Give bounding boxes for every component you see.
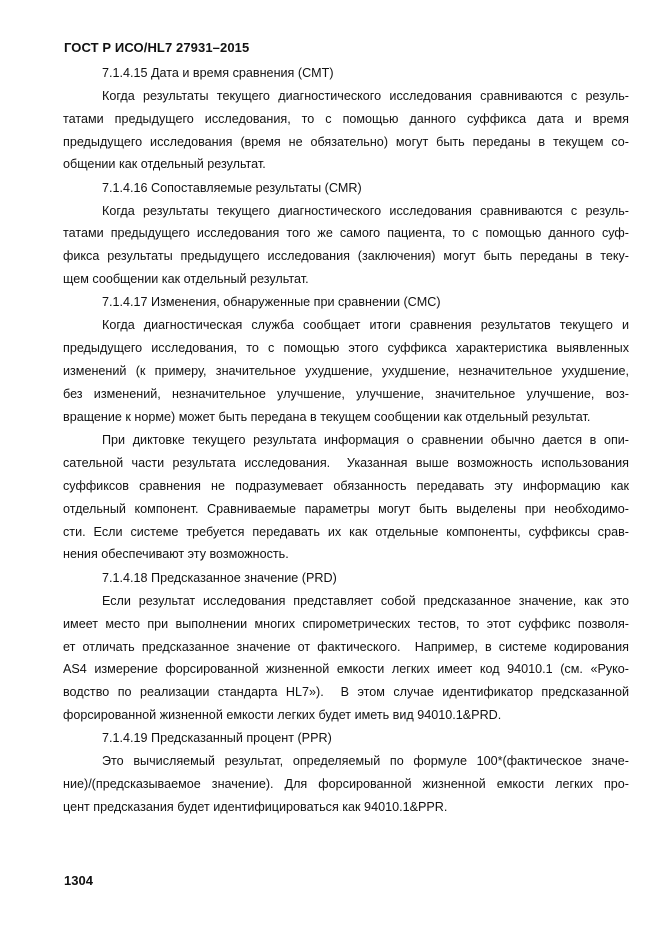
paragraph-line: При диктовке текущего результата информация о сравнении обычно дается в опи- (102, 433, 629, 447)
paragraph-line: ет отличать предсказанное значение от фактического. Например, в системе кодирования (63, 640, 629, 654)
section-heading-7-1-4-17: 7.1.4.17 Изменения, обнаруженные при сравнении (CMC) (102, 295, 441, 309)
page-number: 1304 (64, 873, 93, 888)
paragraph-line: предыдущего исследования (время не обязательно) могут быть переданы в текущем со- (63, 135, 629, 149)
paragraph-line: суффиксов сравнения не подразумевает обязанность передавать эту информацию как (63, 479, 629, 493)
standard-header: ГОСТ Р ИСО/HL7 27931–2015 (64, 40, 250, 55)
paragraph-line: сательной части результата исследования. Указанная выше возможность использования (63, 456, 629, 470)
paragraph-line: без изменений, незначительное улучшение, улучшение, значительное улучшение, воз- (63, 387, 629, 401)
paragraph-line: общении как отдельный результат. (63, 157, 266, 171)
paragraph-line: Когда диагностическая служба сообщает итоги сравнения результатов текущего и (102, 318, 629, 332)
paragraph-line: изменений (к примеру, значительное ухудшение, ухудшение, незначительное ухудшение, (63, 364, 629, 378)
paragraph-line: водство по реализации стандарта HL7»). В этом случае идентификатор предсказанной (63, 685, 629, 699)
paragraph-line: Если результат исследования представляет собой предсказанное значение, как это (102, 594, 629, 608)
paragraph-line: вращение к норме) может быть передана в текущем сообщении как отдельный результат. (63, 410, 591, 424)
paragraph-line: отдельный компонент. Сравниваемые параметры могут быть выделены при необходимо- (63, 502, 629, 516)
paragraph-line: сти. Если системе требуется передавать их как отдельные компоненты, суффиксы срав- (63, 525, 629, 539)
paragraph-line: имеет место при выполнении многих спирометрических тестов, то этот суффикс позволя- (63, 617, 629, 631)
section-heading-7-1-4-15: 7.1.4.15 Дата и время сравнения (CMT) (102, 66, 334, 80)
paragraph-line: Это вычисляемый результат, определяемый по формуле 100*(фактическое значе- (102, 754, 629, 768)
paragraph-line: щем сообщении как отдельный результат. (63, 272, 309, 286)
paragraph-line: фикса результаты предыдущего исследования (заключения) могут быть переданы в теку- (63, 249, 629, 263)
paragraph-line: Когда результаты текущего диагностического исследования сравниваются с резуль- (102, 204, 629, 218)
paragraph-line: татами предыдущего исследования, то с помощью данного суффикса дата и время (63, 112, 629, 126)
section-heading-7-1-4-18: 7.1.4.18 Предсказанное значение (PRD) (102, 571, 337, 585)
section-heading-7-1-4-19: 7.1.4.19 Предсказанный процент (PPR) (102, 731, 332, 745)
paragraph-line: цент предсказания будет идентифицироваться как 94010.1&PPR. (63, 800, 448, 814)
paragraph-line: AS4 измерение форсированной жизненной емкости легких имеет код 94010.1 (см. «Руко- (63, 662, 629, 676)
paragraph-line: Когда результаты текущего диагностического исследования сравниваются с резуль- (102, 89, 629, 103)
paragraph-line: ние)/(предсказываемое значение). Для форсированной жизненной емкости легких про- (63, 777, 629, 791)
paragraph-line: татами предыдущего исследования того же самого пациента, то с помощью данного суф- (63, 226, 629, 240)
paragraph-line: нения обеспечивают эту возможность. (63, 547, 289, 561)
paragraph-line: предыдущего исследования, то с помощью этого суффикса характеристика выявленных (63, 341, 629, 355)
section-heading-7-1-4-16: 7.1.4.16 Сопоставляемые результаты (CMR) (102, 181, 362, 195)
paragraph-line: форсированной жизненной емкости легких будет иметь вид 94010.1&PRD. (63, 708, 502, 722)
